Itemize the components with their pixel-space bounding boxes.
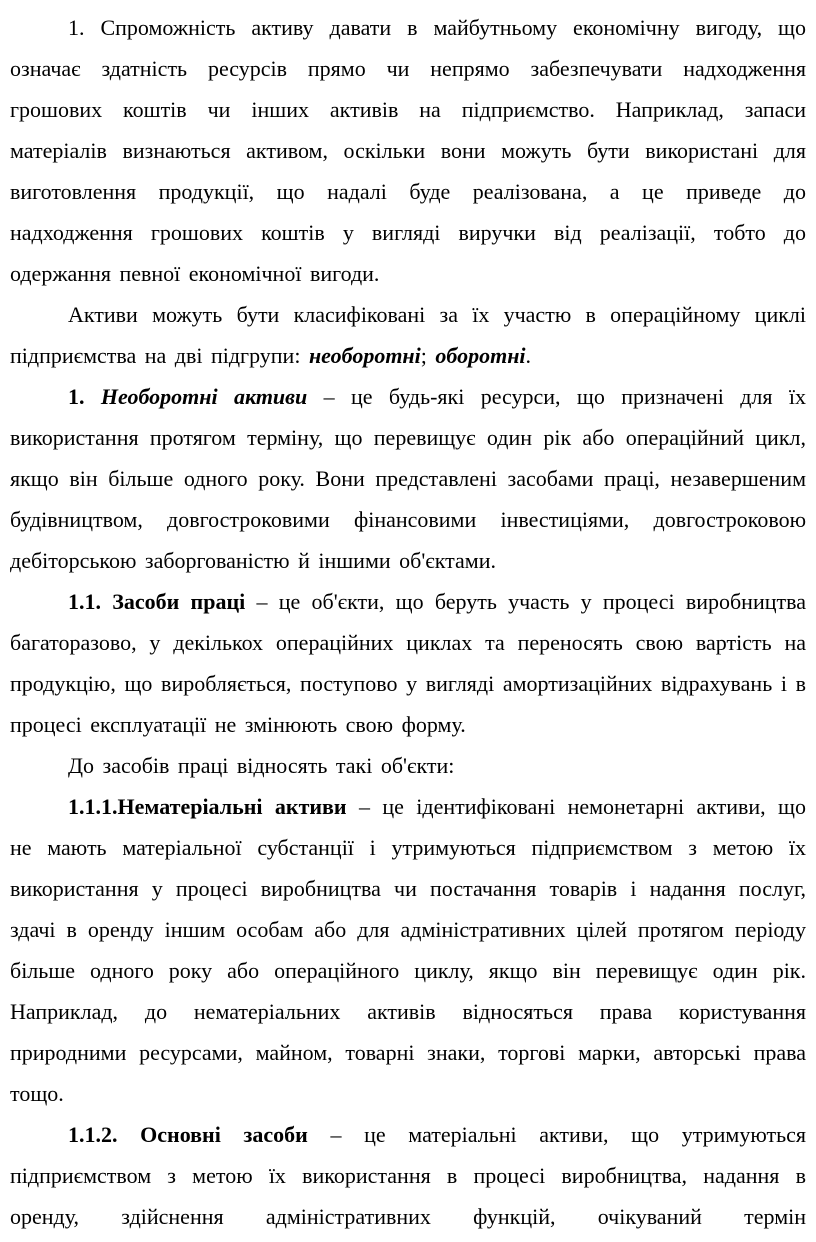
text-run: .: [525, 343, 532, 368]
paragraph-asset-benefit: [10, 7, 806, 294]
text-run: До засобів праці відносять такі об'єкти:: [68, 753, 455, 778]
text-run: ;: [420, 343, 436, 368]
text-run: – це будь-які ресурси, що призначені для їх використання протягом терміну, що перевищує один рік або операційний цикл, якщо він більше одного року. Вони представлені засобами праці, незавершеним будівництвом, довгостроковими фінансовими інвестиціями, довгостроковою дебіторською заборгованістю й іншими об'єктами.: [10, 384, 806, 573]
paragraph-noncurrent-assets: [10, 376, 806, 581]
text-run-emphasis: оборотні: [435, 343, 526, 368]
paragraph-intangible-assets: [10, 786, 806, 1114]
text-run-term: 1.1.1.Нематеріальні активи: [68, 794, 347, 819]
paragraph-asset-classification: [10, 294, 806, 376]
text-run: – це об'єкти, що беруть участь у процесі виробництва багаторазово, у декількох операційних циклах та переносять свою вартість на продукцію, що виробляється, поступово у вигляді амортизаційних відрахувань і в процесі експлуатації не змінюють свою форму.: [10, 589, 806, 737]
paragraph-means-of-labor-intro: [10, 745, 806, 786]
text-run-term: 1.1. Засоби праці: [68, 589, 246, 614]
paragraph-fixed-assets: [10, 1114, 806, 1237]
text-run: – це ідентифіковані немонетарні активи, що не мають матеріальної субстанції і утримуються підприємством з метою їх використання у процесі виробництва чи постачання товарів і надання послуг, здачі в оренду іншим особам або для адміністративних цілей протягом періоду більше одного року або операційного циклу, якщо він перевищує один рік. Наприклад, до нематеріальних активів відносяться права користування природними ресурсами, майном, товарні знаки, торгові марки, авторські права тощо.: [10, 794, 806, 1106]
paragraph-means-of-labor: [10, 581, 806, 745]
text-run: 1. Спроможність активу давати в майбутньому економічну вигоду, що означає здатність ресурсів прямо чи непрямо забезпечувати надходження грошових коштів чи інших активів на підприємство. Наприклад, запаси матеріалів визнаються активом, оскільки вони можуть бути використані для виготовлення продукції, що надалі буде реалізована, а це приведе до надходження грошових коштів у вигляді виручки від реалізації, тобто до одержання певної економічної вигоди.: [10, 15, 806, 286]
text-run-term: Необоротні активи: [100, 384, 308, 409]
text-run: – це матеріальні активи, що утримуються підприємством з метою їх використання в процесі виробництва, надання в оренду, здійснення адміністративних функцій, очікуваний термін: [10, 1122, 806, 1229]
text-run-number: 1.: [68, 384, 101, 409]
text-run-emphasis: необоротні: [308, 343, 421, 368]
text-run-term: 1.1.2. Основні засоби: [68, 1122, 308, 1147]
text-run: Активи можуть бути класифіковані за їх участю в операційному циклі підприємства на дві підгрупи:: [10, 302, 806, 368]
